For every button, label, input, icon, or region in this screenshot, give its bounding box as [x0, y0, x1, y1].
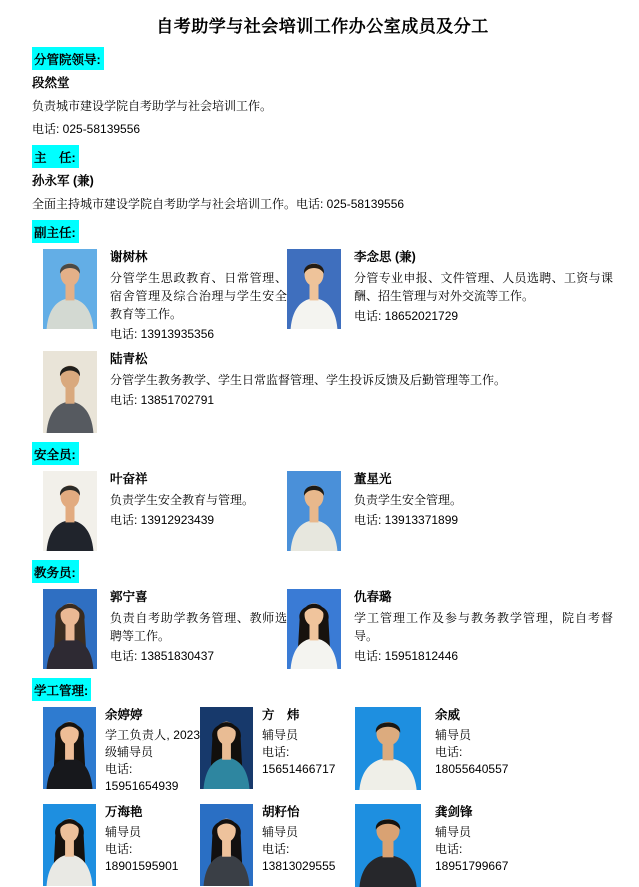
person-name: 郭宁喜 — [110, 590, 148, 604]
person-card — [287, 471, 613, 551]
person-card — [355, 804, 613, 887]
person-phone: 电话: 025-58139556 — [32, 122, 141, 136]
section-director — [32, 145, 613, 212]
person-card — [43, 707, 200, 795]
section-academic-staff — [32, 560, 613, 669]
portrait-photo — [287, 589, 341, 669]
phone-label: 电话: — [262, 745, 290, 759]
portrait-photo — [43, 589, 97, 669]
person-name: 叶奋祥 — [110, 472, 148, 486]
portrait-photo — [43, 471, 97, 551]
portrait-photo — [43, 804, 96, 886]
academic-row — [43, 589, 613, 669]
phone-label: 电话: — [105, 842, 133, 856]
portrait-photo — [200, 804, 253, 886]
person-name: 李念思 (兼) — [354, 250, 416, 264]
phone-number: 18901595901 — [105, 859, 179, 873]
person-role: 辅导员 — [435, 728, 472, 742]
phone-number: 15651466717 — [262, 762, 336, 776]
section-label-division-leader: 分管院领导: — [32, 47, 104, 70]
person-duties: 分管学生教务教学、学生日常监督管理、学生投诉反馈及后勤管理等工作。 — [110, 373, 507, 387]
person-name: 胡籽怡 — [262, 805, 300, 819]
person-name: 董星光 — [354, 472, 392, 486]
person-phone: 电话: 13851830437 — [110, 649, 215, 663]
phone-number: 18951799667 — [435, 859, 509, 873]
person-duties: 负责学生安全管理。 — [354, 493, 463, 507]
phone-number: 15951654939 — [105, 779, 179, 793]
person-phone: 电话: 13912923439 — [110, 513, 215, 527]
person-name: 余威 — [435, 708, 461, 722]
portrait-photo — [200, 707, 253, 789]
person-duties: 学工管理工作及参与教务教学管理，院自考督导。 — [354, 611, 613, 643]
person-phone: 电话: 13913935356 — [110, 327, 215, 341]
phone-label: 电话: — [435, 745, 463, 759]
person-card — [200, 707, 355, 789]
portrait-photo — [43, 707, 96, 789]
phone-label: 电话: — [435, 842, 463, 856]
section-label-director: 主 任: — [32, 145, 79, 168]
portrait-photo — [43, 351, 97, 433]
person-name: 余婷婷 — [105, 708, 143, 722]
person-card — [200, 804, 355, 886]
section-safety-officers — [32, 442, 613, 551]
person-card — [43, 804, 200, 886]
person-card — [43, 249, 287, 342]
section-label-academic-staff: 教务员: — [32, 560, 79, 583]
person-phone: 电话: 15951812446 — [354, 649, 459, 663]
person-role: 辅导员 — [262, 728, 299, 742]
phone-number: 13813029555 — [262, 859, 336, 873]
person-name: 方 炜 — [262, 708, 300, 722]
portrait-photo — [355, 707, 421, 790]
portrait-photo — [355, 804, 421, 887]
person-role: 学工负责人, 2023 级辅导员 — [105, 728, 200, 759]
person-duties: 负责学生安全教育与管理。 — [110, 493, 255, 507]
phone-label: 电话: — [262, 842, 290, 856]
person-duties: 负责自考助学教务管理、教师选聘等工作。 — [110, 611, 287, 643]
section-label-deputy-directors: 副主任: — [32, 220, 79, 243]
person-name: 谢树林 — [110, 250, 148, 264]
person-duties: 分管学生思政教育、日常管理、宿舍管理及综合治理与学生安全教育等工作。 — [110, 271, 287, 321]
portrait-photo — [287, 471, 341, 551]
section-deputy-directors — [32, 220, 613, 433]
safety-row — [43, 471, 613, 551]
section-label-student-affairs: 学工管理: — [32, 678, 91, 701]
deputy-row-1 — [43, 249, 613, 342]
person-duties: 全面主持城市建设学院自考助学与社会培训工作。电话: 025-58139556 — [32, 197, 405, 211]
phone-number: 18055640557 — [435, 762, 509, 776]
person-name: 龚剑锋 — [435, 805, 473, 819]
person-name: 陆青松 — [110, 352, 148, 366]
person-role: 辅导员 — [262, 825, 299, 839]
person-name: 段然堂 — [32, 76, 70, 90]
page-title: 自考助学与社会培训工作办公室成员及分工 — [156, 17, 489, 36]
person-card — [287, 249, 613, 329]
person-duties: 负责城市建设学院自考助学与社会培训工作。 — [32, 99, 273, 113]
person-card — [43, 589, 287, 669]
person-duties: 分管专业申报、文件管理、人员选聘、工资与课酬、招生管理与对外交流等工作。 — [354, 271, 613, 303]
deputy-row-2 — [43, 351, 613, 433]
section-student-affairs — [32, 678, 613, 887]
person-phone: 电话: 18652021729 — [354, 309, 459, 323]
person-name: 孙永军 (兼) — [32, 174, 94, 188]
phone-label: 电话: — [105, 762, 133, 776]
student-affairs-row-1 — [43, 707, 613, 795]
person-card — [43, 351, 613, 433]
person-name: 万海艳 — [105, 805, 143, 819]
section-division-leader — [32, 47, 613, 137]
person-phone: 电话: 13913371899 — [354, 513, 459, 527]
section-label-safety-officers: 安全员: — [32, 442, 79, 465]
portrait-photo — [43, 249, 97, 329]
person-role: 辅导员 — [435, 825, 472, 839]
person-role: 辅导员 — [105, 825, 142, 839]
person-phone: 电话: 13851702791 — [110, 393, 215, 407]
person-card — [287, 589, 613, 669]
portrait-photo — [287, 249, 341, 329]
person-card — [355, 707, 613, 790]
person-card — [43, 471, 287, 551]
student-affairs-row-2 — [43, 804, 613, 887]
person-name: 仇春璐 — [354, 590, 392, 604]
